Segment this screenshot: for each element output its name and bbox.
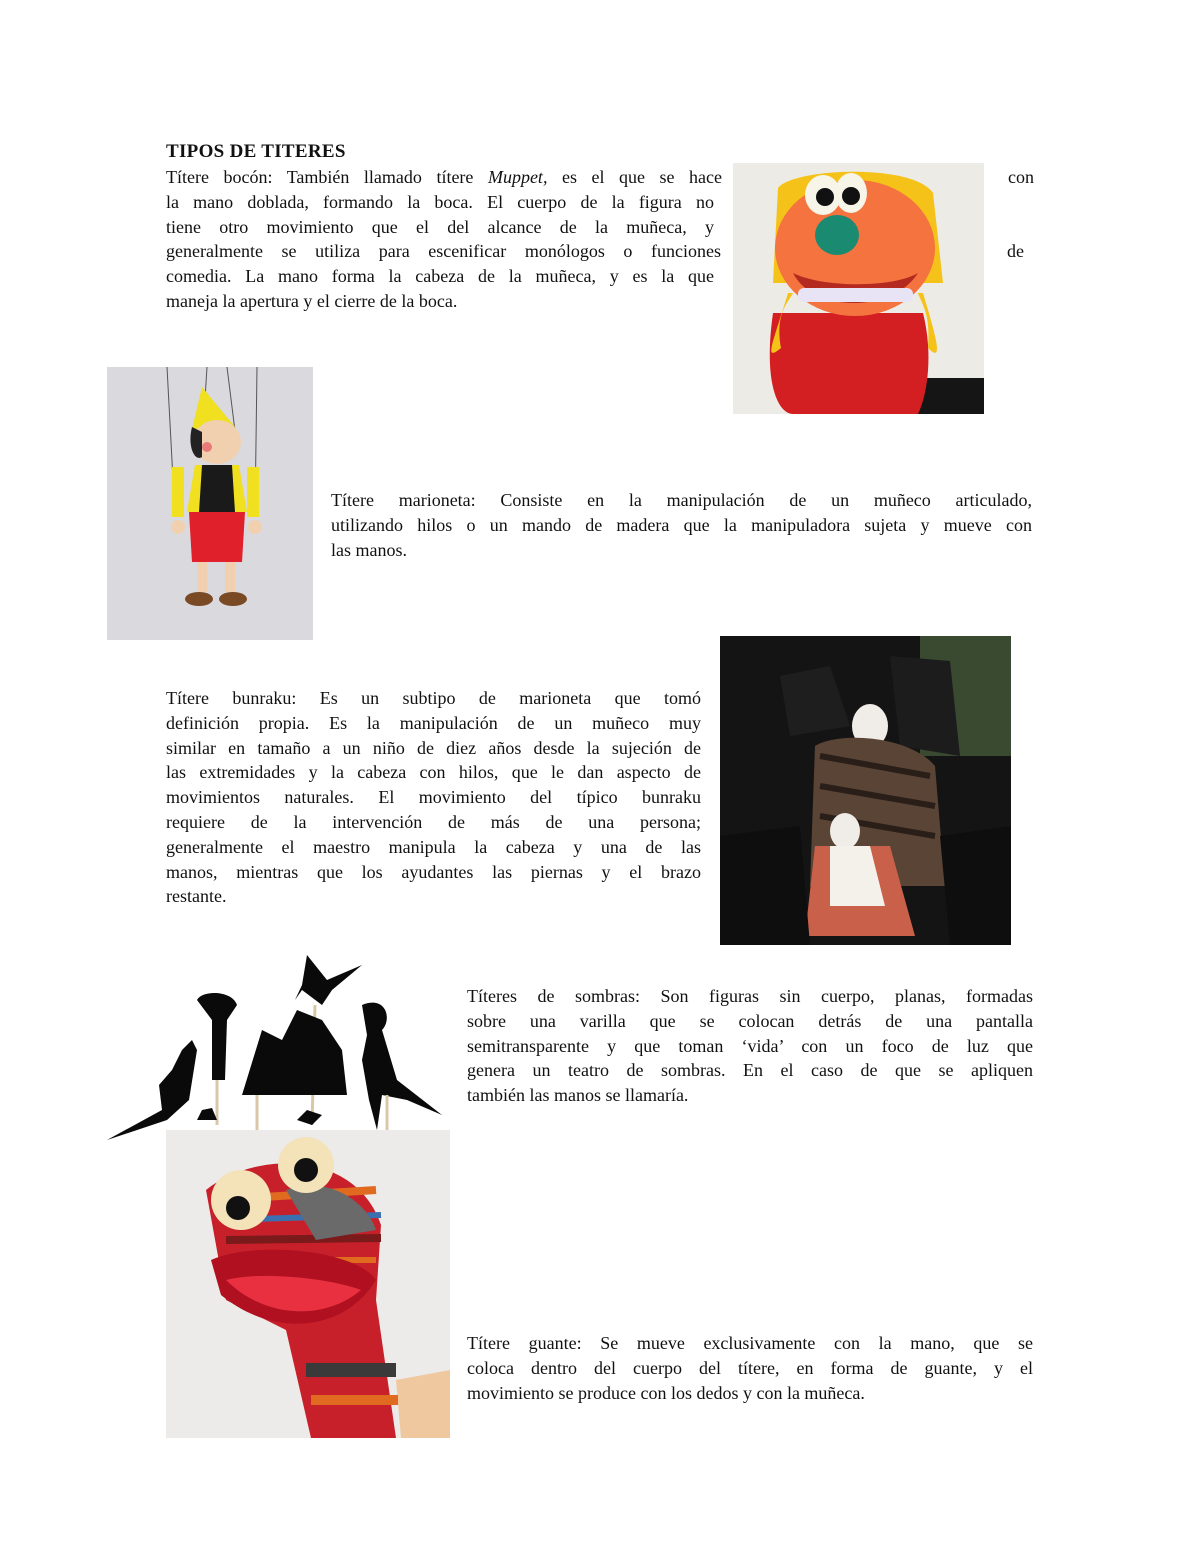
shadow-puppets-photo [107,950,450,1140]
bocon-line-3: tiene otro movimiento que el del alcance de la muñeca, y [166,216,714,237]
sombras-line-2: sobre una varilla que se colocan detrás de una pantalla [467,1010,1033,1031]
section-bocon-text [166,165,1035,314]
marionette-puppet-photo [107,367,313,640]
guante-line-2: coloca dentro del cuerpo del títere, en forma de guante, y el [467,1357,1033,1378]
marioneta-line-2: utilizando hilos o un mando de madera que la manipuladora sujeta y mueve con [331,514,1032,535]
bunraku-line-8: manos, mientras que los ayudantes las piernas y el brazo [166,861,701,882]
muppet-puppet-photo [733,163,984,414]
bocon-line-5: comedia. La mano forma la cabeza de la muñeca, y es la que [166,266,714,287]
marioneta-line-3: las manos. [331,539,407,560]
marioneta-line-1: Títere marioneta: Consiste en la manipulación de un muñeco articulado, [331,490,1032,510]
section-sombras-text [467,984,1033,1108]
page-title: TIPOS DE TITERES [166,141,346,162]
bunraku-line-5: movimientos naturales. El movimiento del típico bunraku [166,787,701,808]
guante-line-1: Títere guante: Se mueve exclusivamente con la mano, que se [467,1333,1033,1353]
bunraku-line-1: Títere bunraku: Es un subtipo de marioneta que tomó [166,688,701,708]
bunraku-line-6: requiere de la intervención de más de una persona; [166,811,701,832]
section-guante-text [467,1331,1033,1405]
sombras-line-5: también las manos se llamaría. [467,1085,689,1106]
sombras-line-3: semitransparente y que toman ‘vida’ con un foco de luz que [467,1035,1033,1056]
sombras-line-4: genera un teatro de sombras. En el caso de que se apliquen [467,1060,1033,1081]
bunraku-line-2: definición propia. Es la manipulación de un muñeco muy [166,712,701,733]
bocon-line-4-tail: de [1007,241,1024,262]
bunraku-line-9: restante. [166,886,227,907]
bocon-lead: Títere bocón: También llamado títere [166,167,488,187]
bocon-italic-term: Muppet, [487,167,548,187]
guante-line-3: movimiento se produce con los dedos y con la muñeca. [467,1382,865,1403]
section-marioneta-text [331,488,1032,562]
bunraku-line-7: generalmente el maestro manipula la cabeza y una de las [166,836,701,857]
bunraku-line-4: las extremidades y la cabeza con hilos, que le dan aspecto de [166,762,701,783]
sombras-line-1: Títeres de sombras: Son figuras sin cuerpo, planas, formadas [467,986,1033,1006]
bocon-line-1-tail: con [1008,167,1035,187]
bocon-line-2: la mano doblada, formando la boca. El cuerpo de la figura no [166,191,714,212]
glove-puppet-photo [166,1130,450,1438]
bocon-line-4-text: generalmente se utiliza para escenificar monólogos o funciones [166,241,721,262]
bocon-line-1-rest: es el que se hace [547,167,723,187]
bocon-line-6: maneja la apertura y el cierre de la boca. [166,290,458,311]
section-bunraku-text [166,686,701,909]
bunraku-line-3: similar en tamaño a un niño de diez años desde la sujeción de [166,737,701,758]
bunraku-puppet-photo [720,636,1011,945]
